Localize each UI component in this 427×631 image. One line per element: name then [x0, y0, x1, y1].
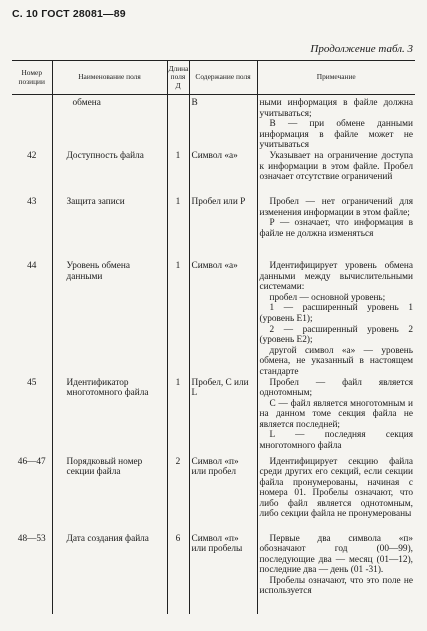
- note-line: Р — означает, что информация в файле не должна изменяться: [259, 218, 413, 239]
- row-field-name: Доступность файла: [52, 151, 167, 197]
- row-note: [257, 261, 415, 378]
- table-row: [12, 457, 415, 534]
- row-number: 48—53: [17, 533, 46, 544]
- row-note: [257, 378, 415, 457]
- fields-table: [12, 60, 415, 614]
- table-continuation-caption: Продолжение табл. 3: [310, 43, 413, 55]
- row-content: Символ «п» или пробелы: [189, 534, 257, 614]
- row-number: [12, 95, 52, 151]
- note-line: пробел — основной уровень;: [269, 292, 386, 303]
- row-content: Пробел или Р: [189, 197, 257, 261]
- note-line: С — файл является многотомным и на данном томе секция файла не является последней;: [259, 398, 413, 430]
- note-line: 2 — расширенный уровень 2 (уровень Е2);: [259, 324, 413, 346]
- column-header-field-name: Наименование поля: [52, 61, 167, 95]
- row-length: [167, 95, 189, 151]
- note-line: Указывает на ограничение доступа к информации в этом файле. Пробел означает отсутствие ограничений: [259, 150, 413, 183]
- page-header: С. 10 ГОСТ 28081—89: [12, 8, 126, 20]
- note-line: Идентифицирует уровень обмена данными между вычислительными системами:: [259, 260, 413, 293]
- row-content: Символ «а»: [189, 151, 257, 197]
- table-row: [12, 197, 415, 261]
- note-line: Пробел — файл является однотомным;: [259, 377, 413, 399]
- table-row: [12, 378, 415, 457]
- row-number: 43: [27, 196, 37, 207]
- table-row: [12, 534, 415, 614]
- row-note: [257, 151, 415, 197]
- row-length: 2: [167, 457, 189, 534]
- row-length: 1: [167, 378, 189, 457]
- row-field-name: Дата создания файла: [52, 534, 167, 614]
- row-length: 1: [167, 261, 189, 378]
- note-line: другой символ «а» — уровень обмена, не указанный в настоящем стандарте: [259, 345, 413, 377]
- column-header-length: Длина поля Д: [167, 61, 189, 95]
- note-line: ными информация в файле должна учитываться;: [259, 98, 413, 119]
- note-line: Идентифицирует секцию файла среди других его секций, если секции файла пронумерованы, начиная с номера 01. Пробелы означают, что либо файл является однотомным, либо секции файла не пронумерованы: [259, 456, 413, 520]
- table-header-row: [12, 61, 415, 95]
- row-field-name: обмена: [52, 95, 167, 151]
- row-note: [257, 95, 415, 151]
- row-length: 1: [167, 197, 189, 261]
- column-header-content: Содержание поля: [189, 61, 257, 95]
- row-field-name: Порядковый номер секции файла: [52, 457, 167, 534]
- table-row: [12, 261, 415, 378]
- row-field-name: Уровень обмена данными: [52, 261, 167, 378]
- row-length: 1: [167, 151, 189, 197]
- row-number: 44: [27, 260, 37, 271]
- row-number: 46—47: [17, 456, 46, 467]
- row-field-name: Защита записи: [52, 197, 167, 261]
- row-note: [257, 197, 415, 261]
- row-content: Символ «п» или пробел: [189, 457, 257, 534]
- note-line: Пробел — нет ограничений для изменения информации в этом файле;: [259, 196, 413, 218]
- column-header-number: Номер позиции: [12, 61, 52, 95]
- row-field-name: Идентификатор многотомного файла: [52, 378, 167, 457]
- note-line: В — при обмене данными информация в файле может не учитываться: [259, 119, 413, 151]
- note-line: Пробелы означают, что это поле не используется: [259, 575, 413, 597]
- row-number: 45: [27, 377, 37, 388]
- row-number: 42: [27, 150, 37, 161]
- row-note: [257, 457, 415, 534]
- table-row: [12, 95, 415, 151]
- note-line: Первые два символа «п» обозначают год (00—99), последующие два — месяц (01—12), последние два — день (01 -31).: [259, 533, 413, 576]
- row-content: В: [189, 95, 257, 151]
- row-content: Пробел, С или L: [189, 378, 257, 457]
- table-row: [12, 151, 415, 197]
- row-length: 6: [167, 534, 189, 614]
- row-note: [257, 534, 415, 614]
- row-content: Символ «а»: [189, 261, 257, 378]
- note-line: L — последняя секция многотомного файла: [259, 430, 413, 452]
- column-header-note: Примечание: [257, 61, 415, 95]
- note-line: 1 — расширенный уровень 1 (уровень Е1);: [259, 303, 413, 324]
